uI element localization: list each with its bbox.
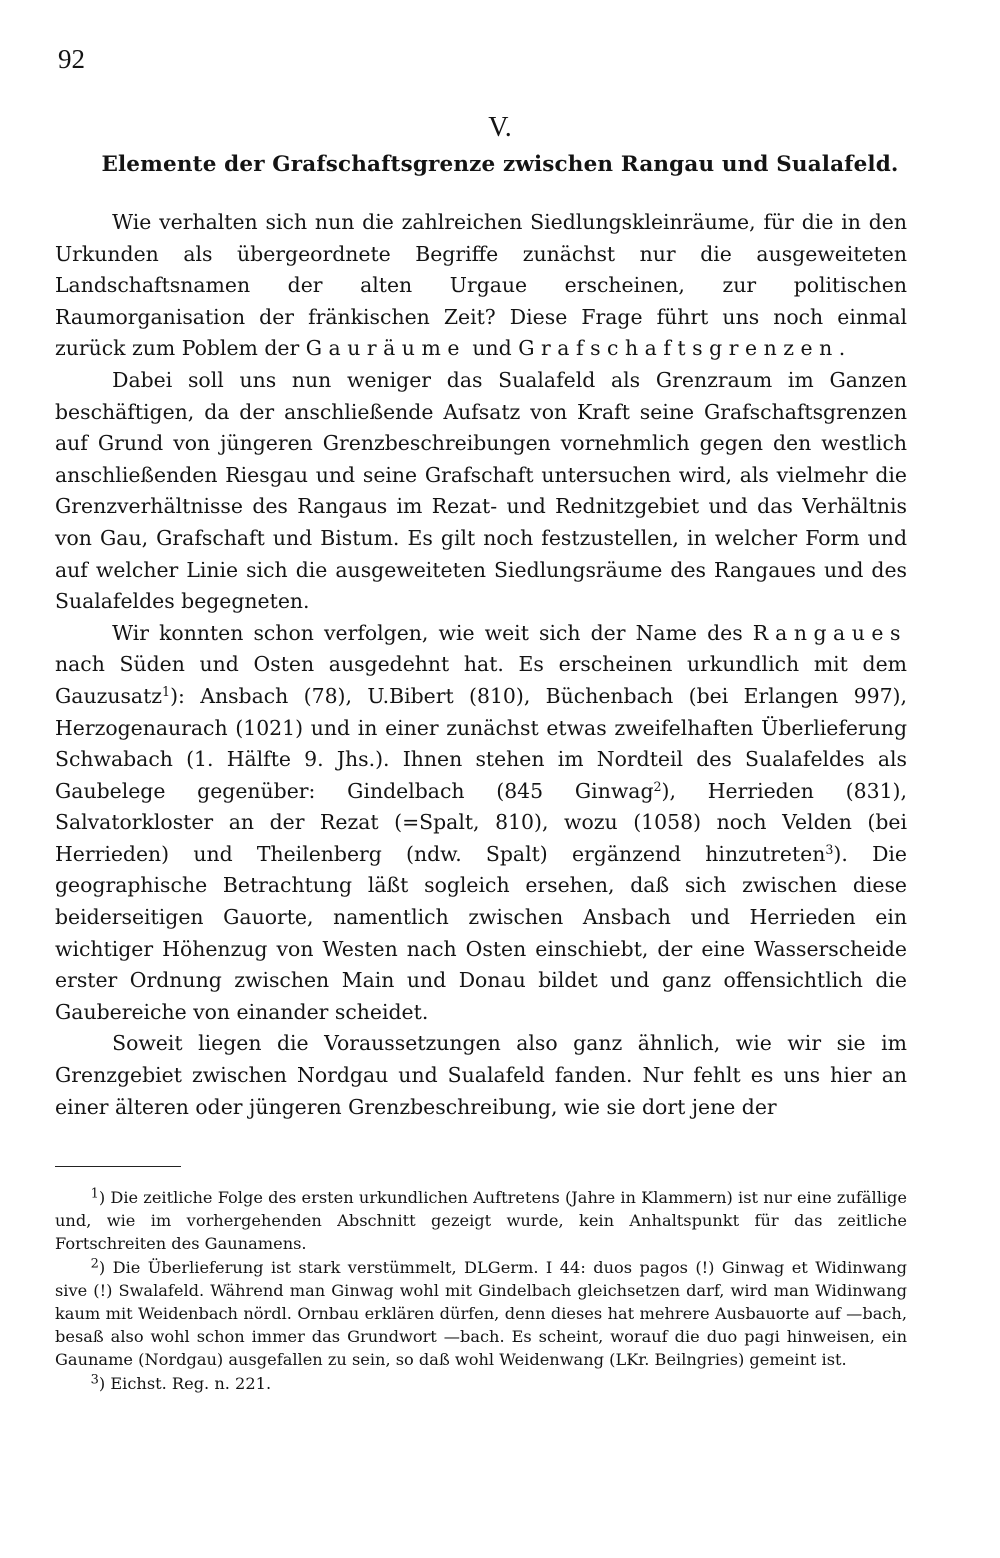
chapter-number: V.: [488, 112, 512, 143]
paragraph-text: und: [465, 336, 519, 361]
spaced-term-grafschaftsgrenzen: Grafschaftsgrenzen: [518, 336, 839, 361]
footnote-text: ) Die Überlieferung ist stark verstümmelt, DLGerm. I 44: duos pagos (!) Ginwag et Widinwang sive (!) Swalafeld. Während man Ginwag wohl mit Gindelbach gleichsetzen darf, wird man Widinwang kaum mit Weidenbach nördl. Ornbau erklären dürfen, denn dieses hat mehrere Ausbauorte auf —bach, besaß also wohl schon immer das Grundwort —bach. Es scheint, worauf die duo pagi hinweisen, ein Gauname (Nordgau) ausgefallen zu sein, so daß wohl Weidenwang (LKr. Beilngries) gemeint ist.: [55, 1257, 907, 1370]
paragraph-text: ), Herrieden (831), Salvatorkloster an der Rezat (=Spalt, 810), wozu (1058) noch Velden (bei Herrieden) und Theilenberg (ndw. Spalt) ergänzend hinzutreten: [55, 778, 907, 866]
footnote-text: ) Eichst. Reg. n. 221.: [98, 1373, 272, 1393]
paragraph-3: [55, 618, 907, 1029]
paragraph-text: Wie verhalten sich nun die zahlreichen Siedlungskleinräume, für die in den Urkunden als übergeordnete Begriffe zunächst nur die ausgeweiteten Landschaftsnamen der alten Urgaue erscheinen, zur politischen Raumorganisation der fränkischen Zeit? Diese Frage führt uns noch einmal zurück zum Poblem der: [55, 210, 907, 361]
paragraph-text: ). Die geographische Betrachtung läßt sogleich ersehen, daß sich zwischen diese beiderseitigen Gauorte, namentlich zwischen Ansbach und Herrieden ein wichtiger Höhenzug von Westen nach Osten einschiebt, der eine Wasserscheide erster Ordnung zwischen Main und Donau bildet und ganz offensichtlich die Gaubereiche von einander scheidet.: [55, 841, 908, 1024]
footnotes: [55, 1186, 907, 1395]
paragraph-text: .: [838, 336, 846, 361]
paragraph-1: [55, 207, 907, 365]
footnote-3: [55, 1372, 907, 1395]
footnote-divider: [55, 1166, 181, 1167]
spaced-term-gauraeume: Gauräume: [305, 336, 466, 361]
footnote-marker: 1: [90, 1186, 99, 1202]
footnote-marker: 3: [90, 1372, 99, 1388]
page-number: 92: [58, 44, 85, 74]
footnote-marker: 2: [90, 1256, 99, 1272]
footnote-2: [55, 1256, 907, 1372]
paragraph-4: Soweit liegen die Voraussetzungen also ganz ähnlich, wie wir sie im Grenzgebiet zwischen Nordgau und Sualafeld fanden. Nur fehlt es uns hier an einer älteren oder jüngeren Grenzbeschreibung, wie sie dort jene der: [55, 1031, 907, 1119]
footnote-text: ) Die zeitliche Folge des ersten urkundlichen Auftretens (Jahre in Klammern) ist nur eine zufällige und, wie im vorhergehenden Abschnitt gezeigt wurde, kein Anhaltspunkt für das zeitliche Fortschreiten des Gaunamens.: [55, 1188, 907, 1254]
footnote-ref-3[interactable]: 3: [825, 841, 834, 857]
footnote-ref-2[interactable]: 2: [653, 778, 662, 794]
footnote-ref-1[interactable]: 1: [162, 683, 171, 699]
paragraph-text: nach Süden und Osten ausgedehnt hat. Es erscheinen urkundlich mit dem Gauzusatz: [55, 652, 907, 708]
paragraph-2: Dabei soll uns nun weniger das Sualafeld als Grenzraum im Ganzen beschäftigen, da der anschließende Aufsatz von Kraft seine Grafschaftsgrenzen auf Grund von jüngeren Grenzbeschreibungen vornehmlich gegen den westlich anschließenden Riesgau und seine Grafschaft untersuchen wird, als vielmehr die Grenzverhältnisse des Rangaus im Rezat- und Rednitzgebiet und das Verhältnis von Gau, Grafschaft und Bistum. Es gilt noch festzustellen, in welcher Form und auf welcher Linie sich die ausgeweiteten Siedlungsräume des Rangaues und des Sualafeldes begegneten.: [55, 367, 907, 614]
paragraph-text: ): Ansbach (78), U.Bibert (810), Büchenbach (bei Erlangen 997), Herzogenaurach (1021) und in einer zunächst etwas zweifelhaften Überlieferung Schwabach (1. Hälfte 9. Jhs.). Ihnen stehen im Nordteil des Sualafeldes als Gaubelege gegenüber: Gindelbach (845 Ginwag: [55, 683, 907, 803]
body-text: [55, 207, 907, 1123]
chapter-title: Elemente der Grafschaftsgrenze zwischen Rangau und Sualafeld.: [101, 152, 899, 177]
spaced-term-rangaues: Rangaues: [752, 620, 907, 645]
paragraph-text: Wir konnten schon verfolgen, wie weit sich der Name des: [112, 620, 753, 645]
footnote-1: [55, 1186, 907, 1256]
